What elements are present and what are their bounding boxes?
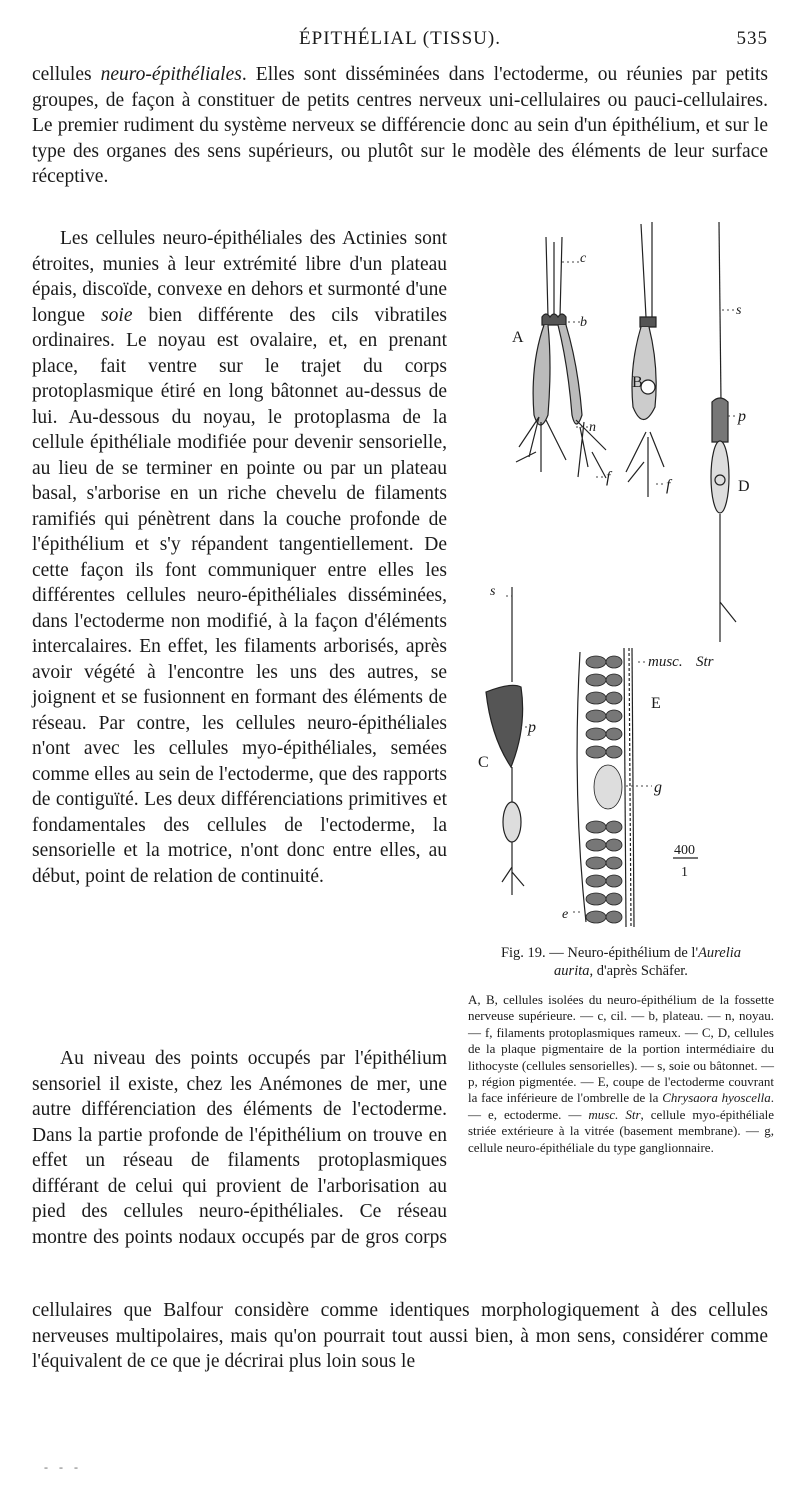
label-c: c — [580, 251, 587, 266]
top-paragraph-text-before: cellules — [32, 64, 101, 85]
label-b-cell: B — [632, 374, 643, 391]
label-scale-numerator: 400 — [674, 843, 695, 858]
cell-d-drawing — [711, 222, 736, 642]
label-g: g — [654, 779, 662, 796]
bottom-paragraph — [32, 1298, 768, 1375]
cell-c-drawing — [486, 587, 524, 895]
figure-title — [468, 944, 774, 980]
figure-title-suffix: , d'après Schäfer. — [589, 963, 688, 979]
label-scale-denominator: 1 — [681, 865, 688, 880]
footer-mark: - - - — [44, 1460, 82, 1474]
label-n: n — [589, 420, 596, 435]
label-a: A — [512, 329, 524, 346]
top-paragraph — [32, 62, 768, 190]
top-paragraph-text-after: . Elles sont disséminées dans l'ectoderme, ou réunies par petits groupes, de façon à constituer de petits centres nerveux uni-cellulaires ou pauci-cellulaires. Le premier rudiment du système nerveux se différencie donc au sein d'un épithélium, et sur le type des organes des sens supérieurs, ou plutôt sur le modèle des éléments de leur surface réceptive. — [32, 64, 768, 187]
running-title: ÉPITHÉLIAL (TISSU). — [299, 28, 501, 49]
running-header — [32, 28, 768, 56]
label-s-d: s — [736, 303, 742, 318]
column-paragraph-2-text: Au niveau des points occupés par l'épithélium sensoriel il existe, chez les Anémones de mer, une autre différenciation des éléments de l'ectoderme. Dans la partie profonde de l'épithélium on trouve en effet un réseau de filaments protoplasmiques différant de celui qui provient de l'arborisation au pied des cellules neuro-épithéliales. Ce réseau montre des points nodaux occupés par de gros corps — [32, 1048, 447, 1248]
neuro-epithelium-drawing — [476, 222, 776, 942]
label-musc: musc. — [648, 654, 683, 670]
bottom-paragraph-text: cellulaires que Balfour considère comme identiques morphologiquement à des cellules nerveuses multipolaires, mais qu'on pourrait tout aussi bien, à mon sens, considérer comme l'équivalent de ce que je décrirai plus loin sous le — [32, 1300, 768, 1372]
label-e-section: E — [651, 695, 661, 712]
column-paragraph-1-text-before: Les cellules neuro-épithéliales des Actinies sont étroites, munies à leur extrémité libre d'un plateau épais, discoïde, convexe en dehors et surmonté d'une longue — [32, 228, 447, 326]
figure-title-prefix: Fig. 19. — Neuro-épithélium de l' — [500, 945, 699, 961]
label-b: b — [580, 315, 587, 330]
figure-title-species: aurita — [554, 963, 590, 979]
page-number: 535 — [736, 28, 768, 49]
label-s-c: s — [490, 584, 496, 599]
figure-caption-musc-str: musc. Str — [588, 1106, 641, 1122]
label-e-ectoderm: e — [562, 907, 569, 922]
column-paragraph-1-term: soie — [101, 304, 133, 326]
cells-a-drawing — [516, 237, 606, 478]
top-paragraph-term: neuro-épithéliales — [100, 64, 242, 85]
label-p-d: p — [738, 408, 746, 425]
label-p-c: p — [528, 719, 536, 736]
ectoderm-cells-drawing — [586, 656, 622, 923]
figure-caption — [468, 992, 774, 1156]
figure-19-illustration — [476, 222, 776, 942]
label-d: D — [738, 478, 750, 495]
label-str: Str — [696, 654, 714, 670]
label-f-b: f — [666, 477, 671, 494]
column-paragraph-2 — [32, 1046, 447, 1250]
label-f-a: f — [606, 469, 611, 486]
column-paragraph-1-text-after: bien différente des cils vibratiles ordinaires. Le noyau est ovalaire, et, en prenant place, fait ventre sur le trajet du corps protoplasmique étiré en long bâtonnet au-dessus de lui. Au-dessous du noyau, le protoplasma de la cellule épithéliale modifiée pour devenir sensorielle, au lieu de se terminer en pointe ou par un plateau basal, s'arborise en un riche chevelu de filaments ramifiés qui pénètrent dans la couche profonde de l'épithélium et s'y répandent tangentiellement. De cette façon ils font communiquer entre elles les différentes cellules neuro-épithéliales disséminées, dans l'ectoderme non modifié, à la façon d'éléments intercalaires. En effet, les filaments arborisés, après avoir végété à l'encontre les uns des autres, se joignent et se fusionnent en formant des éléments de réseau. Par contre, les cellules neuro-épithéliales n'ont avec les cellules myo-épithéliales, semées comme elles au sein de l'ectoderme, que des rapports de contiguïté. Les deux différenciations primitives et fondamentales des cellules de l'ectoderme, la sensorielle et la motrice, n'ont donc entre elles, au début, point de relation de continuité. — [32, 304, 448, 887]
figure-caption-part-1: A, B, cellules isolées du neuro-épithélium de la fossette nerveuse supérieure. — c, cil. — b, plateau. — n, noyau. — f, filaments protoplasmiques rameux. — C, D, cellules de la plaque pigmentaire de la portion intermédiaire du lithocyste (cellules sensorielles). — s, soie ou bâtonnet. — p, région pigmentée. — E, coupe de l'ectoderme couvrant la face inférieure de l'ombrelle de la — [468, 992, 774, 1106]
cell-b-drawing — [626, 222, 664, 497]
column-paragraph-1 — [32, 226, 447, 889]
figure-title-genus: Aurelia — [698, 945, 742, 961]
figure-caption-part-3: , cellule myo-épithéliale striée extérieure à la vitrée (basement membrane). — g, cellule neuro-épithéliale du type ganglionnaire. — [468, 1106, 774, 1155]
label-c-cell: C — [478, 754, 489, 771]
figure-caption-species: Chrysaora hyoscella — [662, 1090, 771, 1106]
figure-caption-part-2: . — e, ectoderme. — — [468, 1090, 774, 1122]
